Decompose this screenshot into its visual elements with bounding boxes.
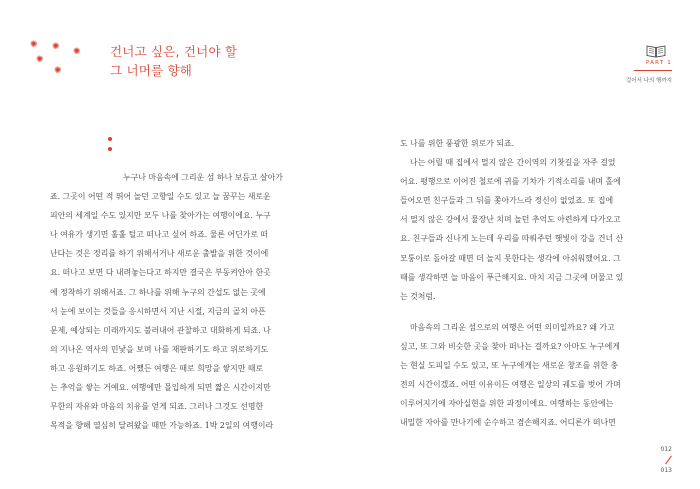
body-line: 요. 친구들과 신나게 노는데 우리를 따뤄주던 햇빛이 강을 건너 산 [400, 234, 624, 244]
section-dot-icon [108, 147, 112, 151]
body-line: 피안의 세계일 수도 있지만 모두 나를 찾아가는 여행이에요. 누구 [50, 211, 271, 221]
section-subtitle: 걸어서 나의 행까지 [625, 78, 672, 84]
body-line: 모퉁이로 돌아갈 때면 더 놀지 못한다는 생각에 아쉬워했어요. 그 [400, 253, 621, 263]
body-line: 나는 어릴 때 집에서 멀지 않은 간이역의 기찻길을 자주 걸었 [410, 158, 616, 168]
flower-ornament-icon: ✺ [36, 55, 44, 65]
body-line: 의 지나온 역사의 민낯을 보며 나를 재판하기도 하고 위로하기도 [50, 344, 269, 354]
body-line: 는 것처럼. [400, 291, 436, 301]
chapter-title-line: 건너고 싶은, 건너야 할 [110, 44, 238, 59]
body-line: 는 현실 도피일 수도 있고, 또 누구에게는 새로운 창조를 위한 충 [400, 361, 619, 371]
body-line: 나 여유가 생기면 훌훌 털고 떠나고 싶어 하죠. 물론 어딘가로 떠 [50, 230, 269, 240]
page-number-right: 013 [660, 467, 672, 474]
chapter-title-line: 그 너머를 향해 [110, 63, 192, 78]
flower-ornament-icon: ✺ [30, 40, 38, 50]
body-line: 어요. 평행으로 이어진 철로에 귀를 기차가 기적소리를 내며 홀에 [400, 177, 621, 187]
body-line: 마음속의 그리운 섬으로의 여행은 어떤 의미일까요? 왜 가고 [410, 323, 615, 332]
flower-ornament-icon: ✺ [52, 42, 60, 52]
body-line: 전의 시간이겠죠. 어떤 이유이든 여행은 일상의 궤도를 벗어 가며 [400, 380, 621, 390]
body-line: 누구나 마음속에 그리운 섬 하나 보듬고 살아가 [123, 173, 283, 182]
part-label: PART 1 [646, 60, 672, 66]
body-line: 서 멀지 않은 강에서 물장난 치며 놀던 추억도 아련하게 다가오고 [400, 215, 621, 225]
body-line: 무한의 자유와 마음의 치유를 얻게 되죠. 그러나 그것도 선명한 [50, 402, 264, 412]
body-line: 요. 떠나고 보면 다 내려놓는다고 하지만 결국은 부동켜안아 한곳 [50, 268, 271, 278]
body-line: 문제, 예상되는 미래까지도 불러내어 관찰하고 대화하게 되죠. 나 [50, 325, 271, 335]
body-line: 들어오면 친구들과 그 뒤를 쫓아가느라 정신이 없었죠. 또 집에 [400, 196, 614, 206]
body-line: 목적을 향해 열심히 달려왔을 때만 가능하죠. 1박 2일의 여행이라 [50, 421, 274, 431]
body-line: 서 눈에 보이는 것들을 응시하면서 지난 시절, 지금의 골치 아픈 [50, 306, 266, 316]
body-line: 내밀한 자아를 만나기에 순수하고 겸손해지죠. 어디론가 떠나면 [400, 418, 616, 428]
body-line: 때를 생각하면 늘 마음이 푸근해지요. 마치 지금 그곳에 머물고 있 [400, 272, 624, 282]
body-line: 하고 응원하기도 하죠. 어쨌든 여행은 때로 희망을 쌓지만 때로 [50, 363, 264, 373]
open-book-icon [646, 44, 666, 58]
right-body-text-block2 [400, 318, 662, 433]
page-number-divider [665, 456, 672, 465]
body-line: 난다는 것은 정리를 하기 위해서거나 새로운 출발을 위한 것이에 [50, 249, 269, 259]
flower-ornament-icon: ✺ [73, 47, 81, 57]
body-line: 에 정착하기 위해서죠. 그 하나를 위해 누구의 간섭도 없는 곳에 [50, 287, 266, 297]
section-dot-icon [108, 137, 112, 141]
body-line: 이루어지기에 자아실현을 위한 과정이에요. 여행하는 동안에는 [400, 399, 614, 409]
page-number-left: 012 [660, 446, 672, 453]
body-line: 는 추억을 쌓는 거예요. 여행에만 몰입하게 되면 짧은 시간이지만 [50, 383, 271, 393]
right-page [350, 0, 700, 489]
flower-ornament-icon: ✺ [54, 66, 62, 76]
body-line: 죠. 그곳이 어떤 적 뛰어 놀던 고향일 수도 있고 늘 꿈꾸는 새로운 [50, 192, 271, 202]
body-line: 도 나를 위한 풍광한 위로가 되죠. [400, 139, 515, 148]
header-divider [634, 70, 672, 71]
right-body-text-block1 [400, 134, 662, 306]
body-line: 싶고, 또 그와 비슷한 곳을 찾아 떠나는 걸까요? 아마도 누구에게 [400, 342, 620, 352]
left-body-text [50, 168, 308, 435]
chapter-title [110, 42, 237, 80]
